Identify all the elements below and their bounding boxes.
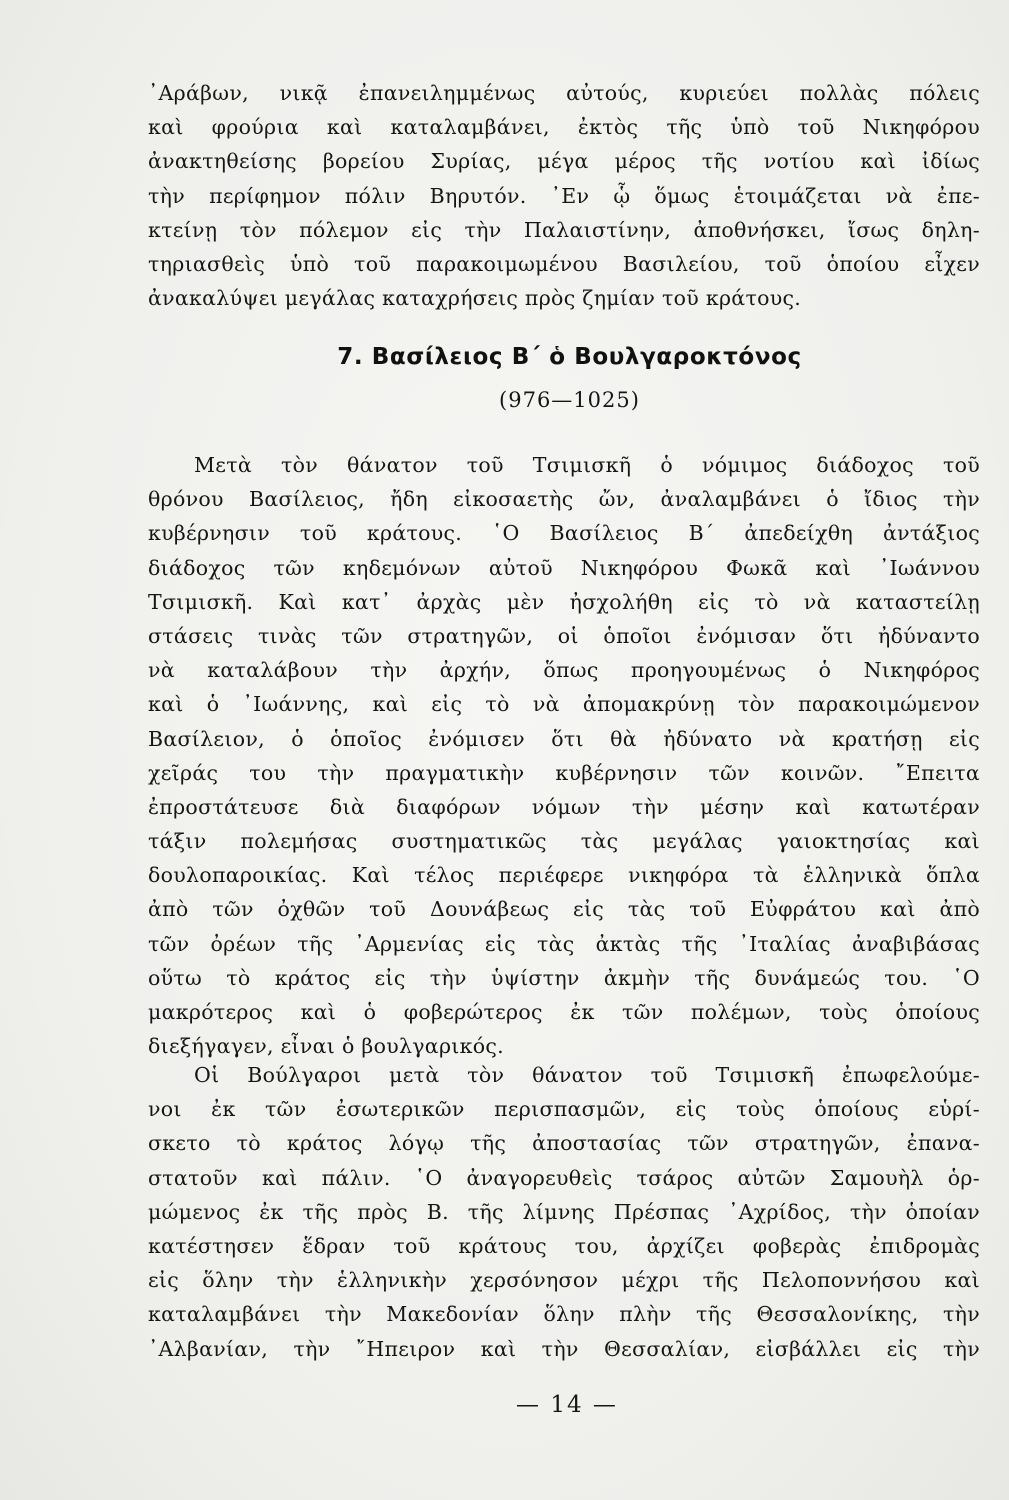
page-number: — 14 — — [516, 1392, 618, 1418]
intro-paragraph — [148, 76, 980, 315]
text-line: στάσεις τινὰς τῶν στρατηγῶν, οἱ ὁποῖοι ἐνόμισαν ὅτι ἠδύναντο — [148, 623, 980, 648]
text-line: οὕτω τὸ κράτος εἰς τὴν ὑψίστην ἀκμὴν τῆς δυνάμεώς του. ῾Ο — [148, 965, 980, 990]
text-line: Τσιμισκῆ. Καὶ κατ᾿ ἀρχὰς μὲν ἠσχολήθη εἰς τὸ νὰ καταστείλῃ — [148, 589, 980, 614]
paragraph-1 — [148, 448, 980, 1063]
text-line: ἐπροστάτευσε διὰ διαφόρων νόμων τὴν μέσην καὶ κατωτέραν — [148, 794, 980, 819]
text-line: κυβέρνησιν τοῦ κράτους. ῾Ο Βασίλειος Β΄ ἀπεδείχθη ἀντάξιος — [148, 521, 980, 546]
text-line: κατέστησεν ἕδραν τοῦ κράτους του, ἀρχίζει φοβερὰς ἐπιδρομὰς — [148, 1233, 980, 1258]
text-line: διεξήγαγεν, εἶναι ὁ βουλγαρικός. — [148, 1034, 504, 1059]
text-line: Μετὰ τὸν θάνατον τοῦ Τσιμισκῆ ὁ νόμιμος διάδοχος τοῦ — [194, 453, 980, 477]
text-line: ἀνακτηθείσης βορείου Συρίας, μέγα μέρος τῆς νοτίου καὶ ἰδίως — [148, 149, 980, 174]
section-title: 7. Βασίλειος Β΄ ὁ Βουλγαροκτόνος — [337, 344, 802, 370]
text-line: εἰς ὅλην τὴν ἑλληνικὴν χερσόνησον μέχρι τῆς Πελοποννήσου καὶ — [148, 1268, 980, 1293]
text-line: δουλοπαροικίας. Καὶ τέλος περιέφερε νικηφόρα τὰ ἑλληνικὰ ὅπλα — [148, 863, 980, 888]
text-line: ἀπὸ τῶν ὀχθῶν τοῦ Δουνάβεως εἰς τὰς τοῦ Εὐφράτου καὶ ἀπὸ — [148, 897, 980, 922]
text-line: μώμενος ἐκ τῆς πρὸς Β. τῆς λίμνης Πρέσπας ᾿Αχρίδος, τὴν ὁποίαν — [148, 1199, 980, 1224]
text-line: νὰ καταλάβουν τὴν ἀρχήν, ὅπως προηγουμένως ὁ Νικηφόρος — [148, 658, 980, 683]
paragraph-2 — [148, 1058, 980, 1366]
text-line: τῶν ὀρέων τῆς ᾿Αρμενίας εἰς τὰς ἀκτὰς τῆς ᾿Ιταλίας ἀναβιβάσας — [148, 931, 980, 956]
text-line: διάδοχος τῶν κηδεμόνων αὐτοῦ Νικηφόρου Φωκᾶ καὶ ᾿Ιωάννου — [148, 555, 980, 580]
text-line: σκετο τὸ κράτος λόγῳ τῆς ἀποστασίας τῶν στρατηγῶν, ἐπανα- — [148, 1131, 980, 1156]
text-line: τάξιν πολεμήσας συστηματικῶς τὰς μεγάλας γαιοκτησίας καὶ — [148, 829, 980, 854]
text-line: κτείνῃ τὸν πόλεμον εἰς τὴν Παλαιστίνην, ἀποθνήσκει, ἴσως δηλη- — [148, 217, 980, 242]
text-line: καὶ ὁ ᾿Ιωάννης, καὶ εἰς τὸ νὰ ἀπομακρύνῃ τὸν παρακοιμώμενον — [148, 692, 980, 717]
section-dates: (976—1025) — [499, 388, 640, 412]
text-line: ᾿Αλβανίαν, τὴν ῎Ηπειρον καὶ τὴν Θεσσαλίαν, εἰσβάλλει εἰς τὴν — [148, 1336, 980, 1361]
text-line: τὴν περίφημον πόλιν Βηρυτόν. ᾿Εν ᾧ ὅμως ἑτοιμάζεται νὰ ἐπε- — [148, 183, 980, 208]
text-line: μακρότερος καὶ ὁ φοβερώτερος ἐκ τῶν πολέμων, τοὺς ὁποίους — [148, 1000, 980, 1024]
text-line: τηριασθεὶς ὑπὸ τοῦ παρακοιμωμένου Βασιλείου, τοῦ ὁποίου εἶχεν — [148, 251, 980, 276]
text-line: χεῖράς του τὴν πραγματικὴν κυβέρνησιν τῶν κοινῶν. ῎Επειτα — [148, 760, 980, 785]
text-line: θρόνου Βασίλειος, ἤδη εἰκοσαετὴς ὤν, ἀναλαμβάνει ὁ ἴδιος τὴν — [148, 487, 980, 512]
text-line: στατοῦν καὶ πάλιν. ῾Ο ἀναγορευθεὶς τσάρος αὐτῶν Σαμουὴλ ὁρ- — [148, 1165, 980, 1190]
text-line: Οἱ Βούλγαροι μετὰ τὸν θάνατον τοῦ Τσιμισκῆ ἐπωφελούμε- — [194, 1063, 980, 1087]
text-line: νοι ἐκ τῶν ἐσωτερικῶν περισπασμῶν, εἰς τοὺς ὁποίους εὑρί- — [148, 1097, 980, 1122]
text-line: καταλαμβάνει τὴν Μακεδονίαν ὅλην πλὴν τῆς Θεσσαλονίκης, τὴν — [148, 1302, 980, 1327]
text-line: καὶ φρούρια καὶ καταλαμβάνει, ἐκτὸς τῆς ὑπὸ τοῦ Νικηφόρου — [148, 115, 980, 140]
text-line: Βασίλειον, ὁ ὁποῖος ἐνόμισεν ὅτι θὰ ἠδύνατο νὰ κρατήσῃ εἰς — [148, 726, 980, 751]
text-line: ἀνακαλύψει μεγάλας καταχρήσεις πρὸς ζημίαν τοῦ κράτους. — [148, 286, 802, 311]
text-line: ᾿Αράβων, νικᾷ ἐπανειλημμένως αὐτούς, κυριεύει πολλὰς πόλεις — [148, 81, 980, 105]
